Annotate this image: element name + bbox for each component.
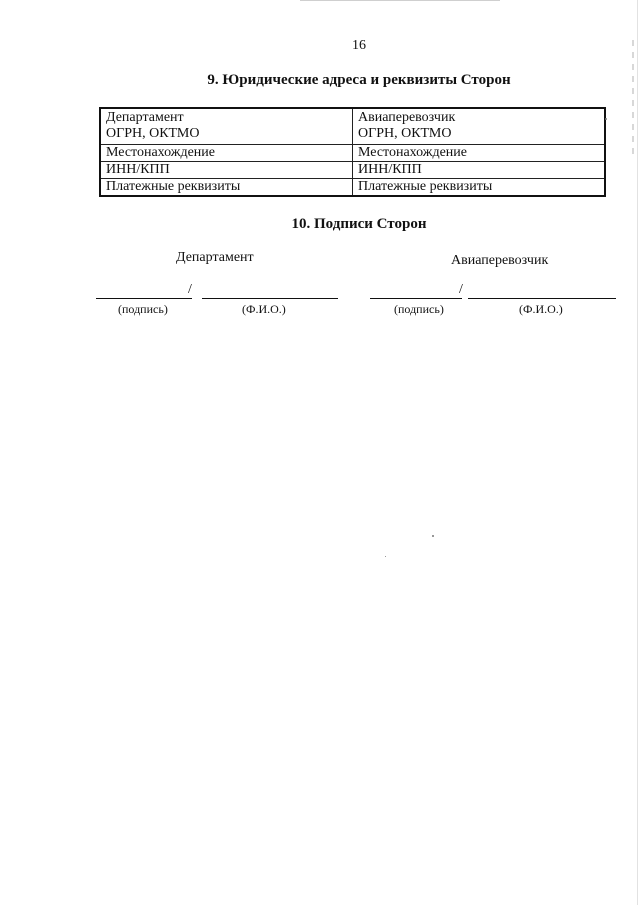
right-signature-line (370, 282, 462, 299)
left-name-line (202, 282, 338, 299)
table-row (100, 108, 605, 145)
right-name-line (468, 282, 616, 299)
table-cell-left (100, 162, 353, 179)
cell-line: Местонахождение (358, 145, 468, 160)
table-row (100, 179, 605, 197)
table-cell-left (100, 145, 353, 162)
cell-line: Авиаперевозчик (358, 110, 456, 125)
table-row (100, 162, 605, 179)
right-signature-slash: / (459, 282, 463, 297)
table-cell-right (353, 108, 606, 145)
table-cell-right (353, 145, 606, 162)
cell-line: Платежные реквизиты (358, 179, 493, 194)
left-party-name: Департамент (176, 250, 254, 265)
cell-line: ИНН/КПП (358, 162, 422, 177)
cell-line: Платежные реквизиты (106, 179, 241, 194)
cell-line: Местонахождение (106, 145, 216, 160)
right-name-caption: (Ф.И.О.) (519, 302, 563, 316)
section-10-title: 10. Подписи Сторон (291, 216, 427, 232)
cell-line: ОГРН, ОКТМО (358, 126, 452, 141)
right-signature-caption: (подпись) (394, 302, 444, 316)
page-number: 16 (352, 38, 366, 53)
table-row (100, 145, 605, 162)
requisites-table (99, 107, 606, 197)
table-cell-right (353, 162, 606, 179)
left-signature-line (96, 282, 192, 299)
table-cell-left (100, 179, 353, 197)
scan-speck (605, 118, 607, 120)
scan-edge-right (637, 0, 638, 905)
table-cell-left (100, 108, 353, 145)
scan-edge-top (300, 0, 500, 1)
left-name-caption: (Ф.И.О.) (242, 302, 286, 316)
left-signature-slash: / (188, 282, 192, 297)
cell-line: ОГРН, ОКТМО (106, 126, 200, 141)
left-signature-caption: (подпись) (118, 302, 168, 316)
right-signature-block (370, 282, 616, 322)
scan-speck (432, 535, 434, 537)
left-signature-block (96, 282, 338, 322)
cell-line: Департамент (106, 110, 184, 125)
cell-line: ИНН/КПП (106, 162, 170, 177)
scan-speck (385, 556, 386, 557)
section-9-title: 9. Юридические адреса и реквизиты Сторон (207, 72, 511, 88)
right-party-name: Авиаперевозчик (451, 253, 549, 268)
scan-mark (632, 40, 634, 160)
table-cell-right (353, 179, 606, 197)
